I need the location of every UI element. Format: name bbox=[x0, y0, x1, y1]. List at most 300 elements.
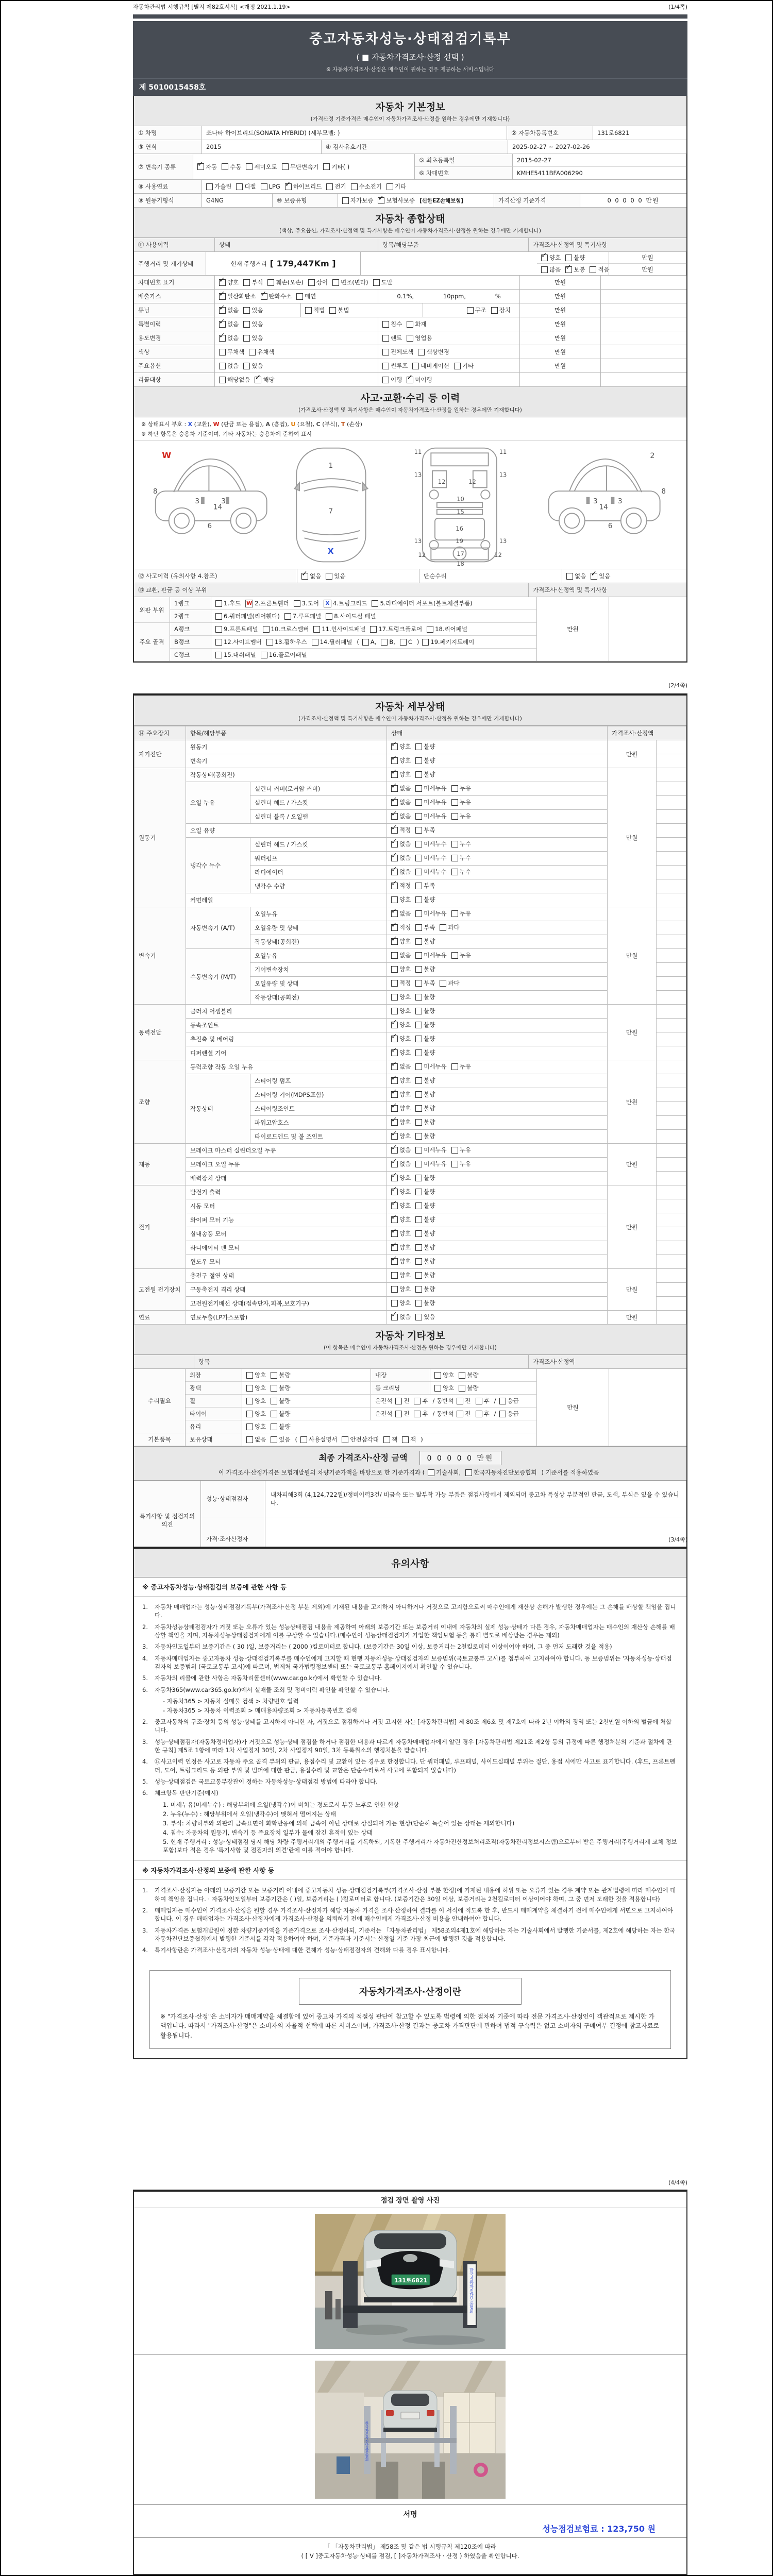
checkbox[interactable] bbox=[391, 1077, 398, 1084]
checkbox[interactable] bbox=[391, 1063, 398, 1070]
checkbox[interactable] bbox=[395, 1398, 402, 1404]
checkbox[interactable] bbox=[414, 1411, 421, 1417]
checkbox[interactable] bbox=[342, 197, 349, 204]
checkbox[interactable] bbox=[391, 841, 398, 848]
checkbox[interactable] bbox=[391, 994, 398, 1001]
checkbox[interactable] bbox=[215, 652, 222, 658]
checkbox[interactable] bbox=[415, 1049, 422, 1056]
checkbox[interactable] bbox=[451, 813, 458, 820]
option-text: 부족 bbox=[424, 826, 435, 834]
option bbox=[412, 362, 449, 370]
checkbox[interactable] bbox=[243, 321, 250, 328]
checkbox[interactable] bbox=[391, 855, 398, 861]
detail-row bbox=[135, 1241, 686, 1255]
option-text: 부족 bbox=[424, 979, 435, 987]
checkbox[interactable] bbox=[219, 279, 226, 286]
notice-item-text: 중고자동차의 구조·장치 등의 성능·상태를 고지하지 아니한 자, 거짓으로 점검하거나 거짓 고지한 자는 [자동차관리법] 제 80조 제6호 및 제7호에 따라 2년 이하의 징역 또는 2천만원 이하의 벌금에 처합니다. bbox=[155, 1718, 672, 1734]
option bbox=[301, 572, 321, 580]
checkbox[interactable] bbox=[308, 279, 315, 286]
checkbox[interactable] bbox=[415, 1189, 422, 1195]
option bbox=[243, 362, 263, 370]
checkbox[interactable] bbox=[415, 966, 422, 973]
option-text: 미세누수 bbox=[424, 840, 447, 848]
option-text: 적정 bbox=[399, 882, 411, 890]
option-text: 양호 bbox=[227, 279, 239, 286]
checkbox[interactable] bbox=[407, 335, 413, 342]
checkbox[interactable] bbox=[415, 980, 422, 987]
checkbox[interactable] bbox=[386, 183, 393, 190]
option bbox=[391, 1215, 411, 1224]
option-text: 미세누유 bbox=[424, 812, 447, 820]
option bbox=[415, 1285, 435, 1293]
checkbox[interactable] bbox=[415, 799, 422, 806]
option bbox=[391, 895, 411, 904]
checkbox[interactable] bbox=[391, 910, 398, 917]
checkbox[interactable] bbox=[382, 349, 389, 355]
checkbox[interactable] bbox=[440, 924, 446, 931]
checkbox[interactable] bbox=[382, 377, 389, 383]
option-text: 누유 bbox=[459, 910, 471, 918]
checkbox[interactable] bbox=[391, 757, 398, 764]
car-diagram-svg bbox=[147, 444, 673, 567]
checkbox[interactable] bbox=[476, 1411, 482, 1417]
svg-text:6: 6 bbox=[608, 522, 613, 531]
checkbox[interactable] bbox=[415, 1272, 422, 1279]
checkbox[interactable] bbox=[391, 743, 398, 750]
checkbox[interactable] bbox=[391, 1022, 398, 1028]
option-text: 불량 bbox=[424, 1258, 435, 1265]
checkbox[interactable] bbox=[415, 1202, 422, 1209]
checkbox[interactable] bbox=[391, 1091, 398, 1098]
checkbox[interactable] bbox=[391, 771, 398, 778]
device-group-label: 전기 bbox=[135, 1185, 186, 1269]
checkbox[interactable] bbox=[323, 163, 330, 170]
option bbox=[451, 854, 471, 862]
checkbox[interactable] bbox=[261, 183, 267, 190]
checkbox[interactable] bbox=[222, 163, 228, 170]
option bbox=[391, 1160, 411, 1168]
checkbox[interactable] bbox=[332, 279, 339, 286]
checkbox[interactable] bbox=[243, 307, 250, 314]
checkbox[interactable] bbox=[541, 255, 548, 261]
memo-cell bbox=[656, 796, 686, 810]
checkbox[interactable] bbox=[383, 1436, 390, 1443]
checkbox[interactable] bbox=[391, 1036, 398, 1042]
option-label: [신한EZ손해보험] bbox=[419, 197, 464, 204]
checkbox[interactable] bbox=[219, 335, 226, 342]
option bbox=[246, 1397, 266, 1405]
checkbox[interactable] bbox=[391, 896, 398, 903]
option-text: 한국자동차진단보증협회 bbox=[474, 1469, 537, 1476]
checkbox[interactable] bbox=[407, 377, 413, 383]
checkbox[interactable] bbox=[415, 1216, 422, 1223]
checkbox[interactable] bbox=[427, 626, 433, 633]
checkbox[interactable] bbox=[457, 1411, 463, 1417]
checkbox[interactable] bbox=[566, 573, 573, 580]
checkbox[interactable] bbox=[415, 1008, 422, 1014]
checkbox[interactable] bbox=[219, 363, 226, 369]
checkbox[interactable] bbox=[451, 785, 458, 792]
checkbox[interactable] bbox=[415, 1258, 422, 1265]
option-text: 상이 bbox=[316, 279, 328, 286]
checkbox[interactable] bbox=[415, 771, 422, 778]
option bbox=[294, 599, 319, 607]
checkbox[interactable] bbox=[391, 1244, 398, 1251]
checkbox[interactable] bbox=[381, 639, 388, 646]
checkbox[interactable] bbox=[271, 1372, 277, 1379]
checkbox[interactable] bbox=[415, 910, 422, 917]
checkbox[interactable] bbox=[326, 573, 332, 580]
checkbox[interactable] bbox=[215, 626, 222, 633]
item-name: 작동상태(공회전) bbox=[250, 935, 387, 949]
checkbox[interactable] bbox=[378, 197, 384, 204]
option-text: 후 bbox=[422, 1410, 428, 1417]
checkbox[interactable] bbox=[451, 910, 458, 917]
checkbox[interactable] bbox=[440, 980, 446, 987]
checkbox[interactable] bbox=[246, 1398, 253, 1404]
checkbox[interactable] bbox=[243, 335, 250, 342]
device-group-label: 자기진단 bbox=[135, 740, 186, 768]
svg-text:3: 3 bbox=[221, 498, 226, 506]
checkbox[interactable] bbox=[391, 785, 398, 792]
checkbox[interactable] bbox=[590, 266, 596, 273]
checkbox[interactable] bbox=[391, 1189, 398, 1195]
checkbox[interactable] bbox=[467, 307, 474, 314]
checkbox[interactable] bbox=[415, 994, 422, 1001]
checkbox[interactable] bbox=[451, 952, 458, 959]
checkbox[interactable] bbox=[451, 799, 458, 806]
checkbox[interactable] bbox=[415, 1105, 422, 1112]
checkbox[interactable] bbox=[301, 573, 308, 580]
checkbox[interactable] bbox=[372, 600, 378, 607]
option bbox=[391, 965, 411, 973]
overall-row-special: 특별이력 ✓ 없음 있음 침수 화재 만원 bbox=[134, 317, 686, 331]
basic-row-reg-vin: ⑤ 최초등록일 2015-02-27 ⑦ 변속기 종류 ✓ 자동 수동 세미오토 무단변속기 기타( ) ⑥ 차대번호 KMHE5411BFA006290 bbox=[134, 154, 686, 180]
checkbox[interactable] bbox=[434, 1385, 441, 1392]
item-name: 시동 모터 bbox=[186, 1199, 387, 1213]
checkbox[interactable] bbox=[412, 363, 419, 369]
checkbox[interactable] bbox=[305, 307, 312, 314]
checkbox[interactable] bbox=[391, 883, 398, 889]
option bbox=[391, 812, 411, 820]
checkbox[interactable] bbox=[415, 952, 422, 959]
checkbox[interactable] bbox=[246, 163, 253, 170]
checkbox[interactable] bbox=[197, 163, 204, 170]
option bbox=[415, 1160, 446, 1168]
option-text: 7.루프패널 bbox=[292, 613, 322, 620]
checkbox[interactable] bbox=[271, 1423, 277, 1430]
checkbox[interactable] bbox=[261, 652, 267, 658]
checkbox[interactable] bbox=[243, 363, 250, 369]
checkbox[interactable] bbox=[428, 1469, 434, 1476]
option-label: ) bbox=[421, 1436, 423, 1443]
checkbox[interactable] bbox=[362, 639, 369, 646]
checkbox[interactable] bbox=[415, 1077, 422, 1084]
confirmation-line-2: ( [ V ]중고자동차성능·상태를 점검, [ ]자동차가격조사 · 산정 ) 하였음을 확인합니다. bbox=[301, 2552, 519, 2560]
checkbox[interactable] bbox=[451, 1161, 458, 1167]
checkbox[interactable] bbox=[391, 1258, 398, 1265]
engine-type-value: G4NG bbox=[202, 194, 273, 207]
svg-text:6: 6 bbox=[207, 522, 212, 531]
checkbox[interactable] bbox=[422, 639, 429, 646]
checkbox[interactable] bbox=[294, 600, 300, 607]
checkbox[interactable] bbox=[415, 1300, 422, 1307]
checkbox[interactable] bbox=[249, 349, 256, 355]
checkbox[interactable] bbox=[271, 1385, 277, 1392]
option-text: 전 bbox=[404, 1410, 410, 1417]
checkbox[interactable] bbox=[391, 1147, 398, 1154]
checkbox[interactable] bbox=[499, 1411, 506, 1417]
checkbox[interactable] bbox=[434, 1372, 441, 1379]
checkbox[interactable] bbox=[219, 307, 226, 314]
option bbox=[342, 196, 373, 205]
checkbox[interactable] bbox=[266, 639, 273, 646]
checkbox[interactable] bbox=[391, 827, 398, 834]
option bbox=[391, 1243, 411, 1251]
option-text: 해당 bbox=[263, 376, 275, 383]
checkbox[interactable] bbox=[219, 321, 226, 328]
checkbox[interactable] bbox=[391, 1161, 398, 1167]
checkbox[interactable] bbox=[219, 377, 226, 383]
memo-cell bbox=[656, 1074, 686, 1088]
price-cell: 만원 bbox=[607, 768, 656, 907]
checkbox[interactable] bbox=[415, 827, 422, 834]
checkbox[interactable] bbox=[382, 335, 389, 342]
checkbox[interactable] bbox=[215, 600, 222, 607]
checkbox[interactable] bbox=[415, 757, 422, 764]
option bbox=[415, 1090, 435, 1098]
checkbox[interactable] bbox=[313, 626, 320, 633]
option-text: 미세누유 bbox=[424, 952, 447, 959]
option-text: 17.트렁크플로어 bbox=[378, 625, 423, 633]
checkbox[interactable] bbox=[219, 293, 226, 300]
option-text: 불량 bbox=[424, 1216, 435, 1224]
checkbox[interactable] bbox=[391, 799, 398, 806]
warranty-options bbox=[338, 194, 494, 207]
checkbox[interactable] bbox=[459, 1385, 465, 1392]
final-price-note bbox=[134, 1468, 686, 1477]
item-name: 파워고압호스 bbox=[250, 1116, 387, 1130]
checkbox[interactable] bbox=[499, 1398, 506, 1404]
checkbox[interactable] bbox=[351, 183, 358, 190]
checkbox[interactable] bbox=[391, 869, 398, 875]
checkbox[interactable] bbox=[391, 1216, 398, 1223]
checkbox[interactable] bbox=[391, 1314, 398, 1320]
checkbox[interactable] bbox=[246, 1436, 253, 1443]
checkbox[interactable] bbox=[454, 363, 461, 369]
checkbox[interactable] bbox=[391, 1300, 398, 1307]
device-group-label: 연료 bbox=[135, 1311, 186, 1325]
option bbox=[391, 909, 411, 918]
checkbox[interactable] bbox=[246, 1411, 253, 1417]
checkbox[interactable] bbox=[415, 1063, 422, 1070]
checkbox[interactable] bbox=[382, 363, 389, 369]
checkbox[interactable] bbox=[391, 1175, 398, 1181]
checkbox[interactable] bbox=[400, 639, 407, 646]
checkbox[interactable] bbox=[415, 1147, 422, 1154]
checkbox[interactable] bbox=[246, 1372, 253, 1379]
option bbox=[373, 278, 393, 286]
checkbox[interactable] bbox=[391, 938, 398, 945]
checkbox[interactable] bbox=[285, 183, 292, 190]
checkbox[interactable] bbox=[418, 349, 425, 355]
option bbox=[391, 1132, 411, 1140]
checkbox[interactable] bbox=[415, 1091, 422, 1098]
checkbox[interactable] bbox=[243, 279, 250, 286]
option-text: 불량 bbox=[424, 1118, 435, 1126]
checkbox[interactable] bbox=[267, 279, 274, 286]
checkbox[interactable] bbox=[271, 1411, 277, 1417]
option bbox=[391, 840, 411, 848]
item-name: 실린더 커버(로커암 커버) bbox=[250, 782, 387, 796]
checkbox[interactable] bbox=[414, 1398, 421, 1404]
checkbox[interactable] bbox=[391, 924, 398, 931]
option bbox=[391, 937, 411, 945]
option-text: 누유 bbox=[459, 1063, 471, 1071]
checkbox[interactable] bbox=[415, 1119, 422, 1126]
checkbox[interactable] bbox=[415, 1022, 422, 1028]
checkbox[interactable] bbox=[476, 1398, 482, 1404]
checkbox[interactable] bbox=[326, 183, 333, 190]
option bbox=[308, 278, 328, 286]
mark-w-front-fender: W bbox=[162, 450, 172, 460]
option bbox=[541, 265, 561, 274]
checkbox[interactable] bbox=[391, 813, 398, 820]
option bbox=[332, 278, 368, 286]
checkbox[interactable] bbox=[415, 924, 422, 931]
item-name: 등속조인트 bbox=[186, 1019, 387, 1032]
checkbox[interactable] bbox=[282, 163, 289, 170]
checkbox[interactable] bbox=[459, 1372, 465, 1379]
checkbox[interactable] bbox=[591, 573, 597, 580]
checkbox[interactable] bbox=[326, 613, 332, 620]
checkbox[interactable] bbox=[391, 1119, 398, 1126]
checkbox[interactable] bbox=[415, 1036, 422, 1042]
checkbox[interactable] bbox=[415, 813, 422, 820]
checkbox[interactable] bbox=[565, 266, 572, 273]
memo-cell bbox=[656, 991, 686, 1005]
option bbox=[440, 979, 459, 987]
checkbox[interactable] bbox=[246, 1423, 253, 1430]
checkbox[interactable] bbox=[402, 1436, 409, 1443]
checkbox[interactable] bbox=[451, 1147, 458, 1154]
checkbox[interactable] bbox=[373, 279, 380, 286]
checkbox[interactable] bbox=[391, 1202, 398, 1209]
checkbox[interactable] bbox=[391, 1049, 398, 1056]
checkbox[interactable] bbox=[284, 613, 291, 620]
checkbox[interactable] bbox=[391, 1133, 398, 1140]
checkbox[interactable] bbox=[415, 1286, 422, 1293]
option bbox=[415, 1271, 435, 1279]
checkbox[interactable] bbox=[391, 1105, 398, 1112]
checkbox[interactable] bbox=[395, 1411, 402, 1417]
item-name: 브레이크 오일 누유 bbox=[186, 1158, 387, 1172]
checkbox[interactable] bbox=[415, 869, 422, 875]
checkbox[interactable] bbox=[451, 841, 458, 848]
option-text: 있음 bbox=[599, 572, 611, 580]
checkbox[interactable] bbox=[391, 1008, 398, 1014]
checkbox[interactable] bbox=[382, 321, 389, 328]
checkbox[interactable] bbox=[271, 1398, 277, 1404]
checkbox[interactable] bbox=[391, 966, 398, 973]
checkbox[interactable] bbox=[263, 626, 270, 633]
checkbox[interactable] bbox=[415, 841, 422, 848]
checkbox[interactable] bbox=[312, 639, 318, 646]
checkbox[interactable] bbox=[565, 255, 572, 261]
checkbox[interactable] bbox=[451, 869, 458, 875]
option-text: 사용설명서 bbox=[308, 1436, 338, 1443]
checkbox[interactable] bbox=[236, 183, 243, 190]
checkbox[interactable] bbox=[457, 1398, 463, 1404]
checkbox[interactable] bbox=[215, 613, 222, 620]
item-name: 배력장치 상태 bbox=[186, 1172, 387, 1185]
checkbox[interactable] bbox=[300, 1436, 307, 1443]
checkbox[interactable] bbox=[415, 785, 422, 792]
memo-cell bbox=[656, 1102, 686, 1116]
checkbox[interactable] bbox=[296, 293, 303, 300]
checkbox[interactable] bbox=[415, 855, 422, 861]
checkbox[interactable] bbox=[391, 1286, 398, 1293]
checkbox[interactable] bbox=[271, 1436, 277, 1443]
checkbox[interactable] bbox=[246, 1385, 253, 1392]
checkbox[interactable] bbox=[391, 952, 398, 959]
checkbox[interactable] bbox=[451, 855, 458, 861]
checkbox[interactable] bbox=[261, 293, 267, 300]
checkbox[interactable] bbox=[541, 266, 548, 273]
checkbox[interactable] bbox=[491, 307, 498, 314]
checkbox[interactable] bbox=[451, 1063, 458, 1070]
checkbox[interactable] bbox=[370, 626, 377, 633]
checkbox[interactable] bbox=[391, 1230, 398, 1237]
checkbox[interactable] bbox=[415, 1133, 422, 1140]
checkbox[interactable] bbox=[407, 321, 413, 328]
checkbox[interactable] bbox=[465, 1469, 472, 1476]
checkbox[interactable] bbox=[415, 1230, 422, 1237]
svg-text:13: 13 bbox=[499, 471, 507, 479]
checkbox[interactable] bbox=[415, 1161, 422, 1167]
checkbox[interactable] bbox=[391, 980, 398, 987]
notice-items bbox=[134, 1597, 686, 1860]
option-text: 불량 bbox=[424, 1299, 435, 1307]
checkbox[interactable] bbox=[415, 1244, 422, 1251]
checkbox[interactable] bbox=[415, 883, 422, 889]
checkbox[interactable] bbox=[329, 307, 336, 314]
option-text: 불량 bbox=[424, 1035, 435, 1043]
checkbox[interactable] bbox=[342, 1436, 348, 1443]
option-text: 해당없음 bbox=[227, 376, 250, 383]
checkbox[interactable] bbox=[206, 183, 213, 190]
option-text: 색상변경 bbox=[426, 348, 449, 355]
option-text: 전기 bbox=[334, 183, 346, 190]
checkbox[interactable] bbox=[415, 938, 422, 945]
checkbox[interactable] bbox=[255, 377, 261, 383]
checkbox[interactable] bbox=[415, 1314, 422, 1320]
checkbox[interactable] bbox=[415, 1175, 422, 1181]
checkbox[interactable] bbox=[219, 349, 226, 355]
option bbox=[451, 1062, 471, 1071]
checkbox[interactable] bbox=[391, 1272, 398, 1279]
checkbox[interactable] bbox=[415, 896, 422, 903]
item-state-options bbox=[387, 1185, 608, 1199]
checkbox[interactable] bbox=[215, 639, 222, 646]
option-text: 잭 bbox=[392, 1436, 398, 1443]
option-text: 없음 bbox=[310, 572, 322, 580]
option bbox=[215, 599, 241, 607]
option bbox=[415, 951, 446, 959]
option-text: 양호 bbox=[399, 896, 411, 904]
item-name: 디퍼렌셜 기어 bbox=[186, 1046, 387, 1060]
checkbox[interactable] bbox=[415, 743, 422, 750]
